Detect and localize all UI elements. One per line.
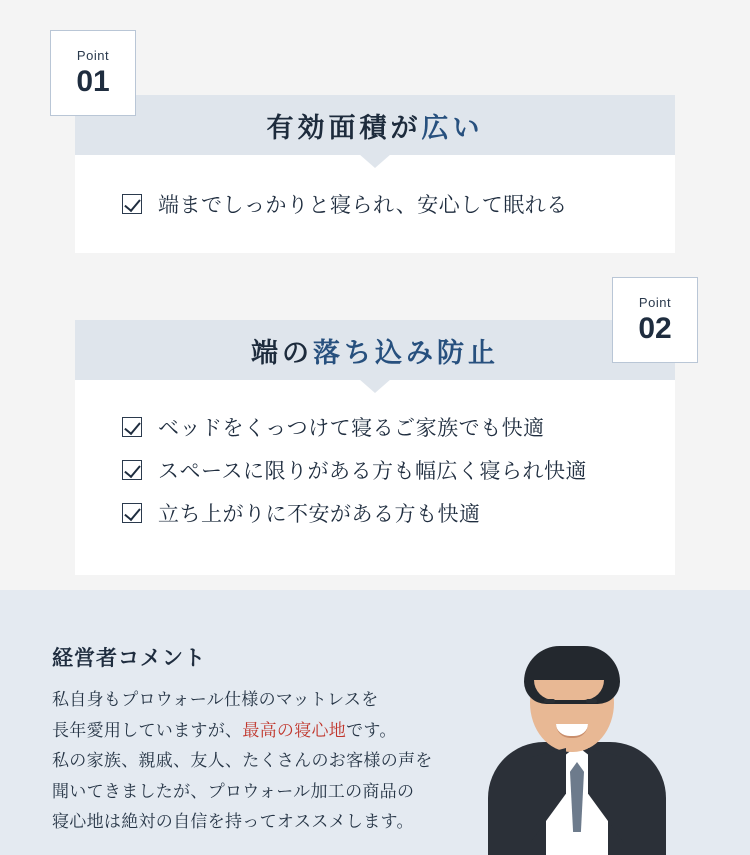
comment-line <box>52 686 532 714</box>
comment-line <box>52 778 532 806</box>
owner-eye-right <box>586 699 597 703</box>
owner-comment-text-block <box>52 642 532 839</box>
owner-comment-body <box>52 686 532 836</box>
point-badge-02 <box>612 277 698 363</box>
comment-line <box>52 717 532 745</box>
point-card-01-title-plain: 有効面積が <box>266 112 422 143</box>
point-badge-number: 02 <box>638 312 672 345</box>
list-item-label: 端までしっかりと寝られ、安心して眠れる <box>158 193 568 217</box>
point-card-02-title-accent: 落ち込み防止 <box>313 337 499 368</box>
point-card-01-heading <box>75 95 675 155</box>
point-card-02-title-plain: 端の <box>251 337 313 368</box>
point-card-01-title <box>267 106 484 145</box>
comment-line-tail: です。 <box>346 720 397 740</box>
owner-comment-title: 経営者コメント <box>52 647 206 670</box>
owner-photo <box>482 650 672 855</box>
point-card-02-body <box>75 380 675 575</box>
list-item <box>75 412 675 442</box>
comment-line-text: 長年愛用していますが、 <box>52 720 243 740</box>
point-card-02-title <box>251 331 499 370</box>
point-badge-number: 01 <box>76 65 110 98</box>
comment-line-text: 私自身もプロウォール仕様のマットレスを <box>52 690 379 709</box>
list-item-label: ベッドをくっつけて寝るご家族でも快適 <box>158 416 545 440</box>
point-card-02 <box>75 320 675 575</box>
point-card-01-body <box>75 155 675 253</box>
point-badge-label: Point <box>76 48 110 63</box>
point-card-01-title-accent: 広い <box>421 112 484 143</box>
check-icon <box>122 503 142 523</box>
comment-line-text: 私の家族、親戚、友人、たくさんのお客様の声を <box>52 751 433 771</box>
point-badge-label: Point <box>638 295 672 310</box>
comment-line <box>52 747 532 775</box>
list-item-label: 立ち上がりに不安がある方も快適 <box>158 502 481 526</box>
list-item <box>75 455 675 485</box>
comment-line-text: 寝心地は絶対の自信を持ってオススメします。 <box>52 812 414 832</box>
check-icon <box>122 194 142 214</box>
point-card-02-heading <box>75 320 675 380</box>
point-badge-01 <box>50 30 136 116</box>
owner-hair <box>524 646 620 704</box>
list-item <box>75 498 675 528</box>
list-item-label: スペースに限りがある方も幅広く寝られ快適 <box>158 459 587 483</box>
comment-line <box>52 808 532 836</box>
owner-eye-left <box>544 699 555 703</box>
owner-comment-section <box>0 590 750 855</box>
check-icon <box>122 417 142 437</box>
check-icon <box>122 460 142 480</box>
point-card-01 <box>75 95 675 253</box>
comment-line-text: 聞いてきましたが、プロウォール加工の商品の <box>52 781 415 801</box>
list-item <box>75 189 675 219</box>
comment-line-highlight: 最高の寝心地 <box>242 720 347 740</box>
